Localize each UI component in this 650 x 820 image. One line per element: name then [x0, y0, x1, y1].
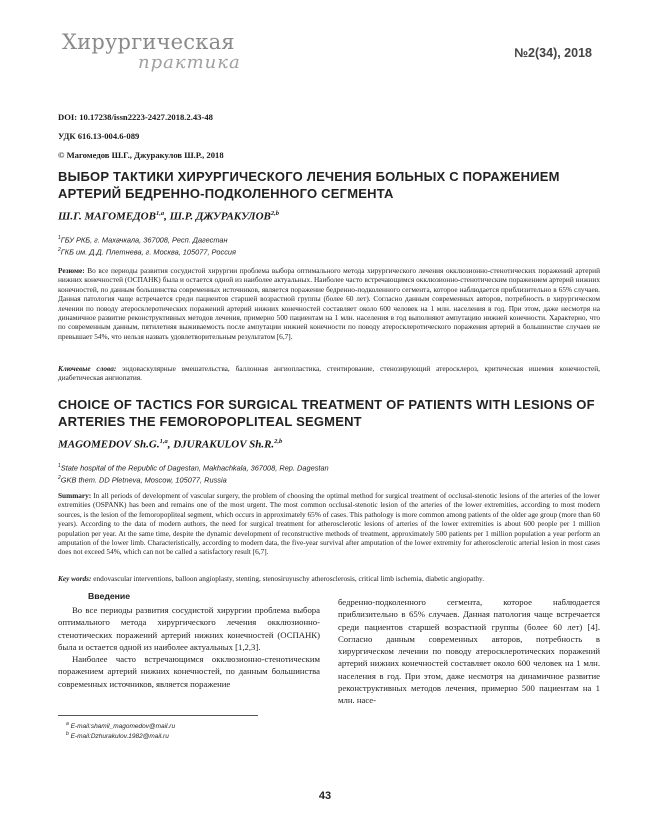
keywords-en	[58, 574, 600, 583]
author-separator: ,	[164, 210, 170, 223]
abstract-ru	[58, 266, 600, 341]
body-paragraph: бедренно-подколенного сегмента, которое наблюдается приблизительно в 65% случаев. Данная патология чаще встречается среди пациентов старшей возрастной группы (более 60 лет) [4]. Согласно данным современных авторов, потребность в хирургическом лечении по поводу атеросклеротических поражений артерий нижних конечностей составляет около 600 человек на 1 млн. населения в год. При этом, даже несмотря на динамичное развитие реконструктивных методов лечения, примерно 500 пациентам на 1 млн. насе-	[338, 597, 600, 706]
journal-logo-title: Хирургическая	[62, 30, 235, 54]
body-paragraph: Во все периоды развития сосудистой хирургии проблема выбора оптимального метода хирургического лечения окклюзионно-стенотических поражений артерий нижних конечностей (ОСПАНК) была и остается одной из наиболее актуальных [1,2,3].	[58, 605, 320, 652]
author-1-sup: 1,a	[155, 210, 165, 217]
abstract-en	[58, 491, 600, 557]
journal-logo-subtitle: практика	[138, 52, 241, 73]
abstract-label: Резюме:	[58, 266, 85, 275]
affiliations-en	[58, 461, 598, 486]
affil-2: GKB them. DD Pletneva, Moscow, 105077, Russia	[60, 475, 227, 485]
author-separator: ,	[167, 438, 174, 451]
footnote-a-text[interactable]: E-mail:shamil_magomedov@mail.ru	[70, 723, 176, 731]
body-column-left	[58, 604, 320, 690]
footnote-b-text[interactable]: E-mail:Dzhurakulov.1982@mail.ru	[70, 733, 169, 741]
copyright: © Магомедов Ш.Г., Джуракулов Ш.Р., 2018	[58, 150, 224, 160]
abstract-text: Во все периоды развития сосудистой хирургии проблема выбора оптимального метода хирургического лечения окклюзионно-стенотических поражений артерий нижних конечностей (ОСПАНК) была и остается одной из наиболее актуальных. Наиболее часто встречающимся окклюзионно-стенотическим поражением артерий нижних конечностей, по данным большинства современных источников, является поражение бедренно-подколенного сегмента, которое наблюдается приблизительно в 65% случаев. Данная патология чаще встречается среди пациентов старшей возрастной группы (более 60 лет). Согласно данным современных авторов, потребность в хирургическом лечении по поводу атеросклеротических поражений артерий нижних конечностей составляет около 600 человек на 1 млн. населения в год. При этом, даже несмотря на динамичное развитие реконструктивных методов лечения, примерно 500 пациентам на 1 млн. населения в год выполняют ампутацию нижней конечности. Характерно, что по современным данным, пятилетняя выживаемость после ампутации нижней конечности по поводу атеросклеротического поражения артерий в большинстве случаев не превышает 54%, что нельзя назвать удовлетворительным результатом [6,7].	[58, 266, 600, 341]
author-1-sup: 1,a	[159, 438, 168, 445]
affil-2-sup: 2	[58, 247, 61, 254]
udk: УДК 616.13-004.6-089	[58, 131, 140, 141]
article-title-ru: ВЫБОР ТАКТИКИ ХИРУРГИЧЕСКОГО ЛЕЧЕНИЯ БОЛЬНЫХ С ПОРАЖЕНИЕМ АРТЕРИЙ БЕДРЕННО-ПОДКОЛЕННОГО СЕГМЕНТА	[58, 169, 560, 201]
keywords-text: эндоваскулярные вмешательства, баллонная ангиопластика, стентирование, стенозирующий атеросклероз, критическая ишемия конечностей, диабетическая ангиопатия.	[58, 364, 600, 383]
affil-1-sup: 1	[58, 463, 61, 469]
abstract-label: Summary:	[58, 491, 92, 500]
page-number: 43	[318, 790, 332, 802]
affiliations-ru	[58, 233, 598, 258]
author-2: DJURAKULOV Sh.R.	[173, 438, 275, 451]
keywords-label: Key words:	[58, 574, 92, 583]
footnote-b-sup: b	[66, 731, 69, 737]
author-2: Ш.Р. ДЖУРАКУЛОВ	[169, 210, 271, 223]
affil-2-sup: 2	[58, 475, 61, 482]
footnote-a-sup: a	[66, 721, 69, 727]
author-1: Ш.Г. МАГОМЕДОВ	[58, 210, 156, 223]
body-paragraph: Наиболее часто встречающимся окклюзионно-стенотическим поражением артерий нижних конечностей, по данным большинства современных источников, является поражение	[58, 654, 320, 689]
keywords-text: endovascular interventions, balloon angioplasty, stenting, stenosiruyuschy atherosclerosis, critical limb ischemia, diabetic angiopathy.	[91, 574, 485, 583]
article-title-en: CHOICE OF TACTICS FOR SURGICAL TREATMENT OF PATIENTS WITH LESIONS OF ARTERIES THE FEMOROPOPLITEAL SEGMENT	[58, 397, 595, 429]
author-2-sup: 2,b	[274, 438, 283, 445]
body-column-right	[338, 596, 600, 707]
authors-en	[58, 438, 282, 451]
affil-1-sup: 1	[58, 235, 61, 241]
author-2-sup: 2,b	[270, 210, 280, 217]
affil-2: ГКБ им. Д.Д. Плетнева, г. Москва, 105077, Россия	[60, 247, 236, 257]
abstract-text: In all periods of development of vascular surgery, the problem of choosing the optimal method for surgical treatment of occlusal-stenotic lesions of the arteries of the lower extremities (OSPANK) has been and remains one of the most urgent. The most common occlusal-stenotic lesion of the arteries of the lower extremities, according to most modern sources, is the lesion of the femoropopliteal segment, which occurs in approximately 65% of cases. This pathology is more common among patients of the older age group (more than 60 years). According to the data of modern authors, the need for surgical treatment for atherosclerotic lesions of arteries of the lower extremities is about 600 people per 1 million population per year. At the same time, despite the dynamic development of reconstructive methods of treatment, approximately 500 patients per 1 million population a year perform an amputation of the lower limb. Characteristically, according to modern data, the five-year survival after amputation of the lower extremity for atherosclerotic arterial lesion in most cases does not exceed 54%, which can not be called a satisfactory result [6,7].	[58, 491, 600, 557]
issue-number: №2(34), 2018	[514, 46, 592, 60]
authors-ru	[58, 210, 279, 223]
doi: DOI: 10.17238/issn2223-2427.2018.2.43-48	[58, 112, 213, 122]
footnote-email-b	[66, 731, 169, 740]
affil-1: ГБУ РКБ, г. Махачкала, 367008, Респ. Дагестан	[60, 235, 228, 245]
keywords-ru	[58, 364, 600, 383]
keywords-label: Ключевые слова:	[58, 364, 117, 373]
section-heading-introduction: Введение	[88, 591, 131, 601]
affil-1: State hospital of the Republic of Dagestan, Makhachkala, 367008, Rep. Dagestan	[60, 463, 329, 473]
footnote-email-a	[66, 721, 175, 730]
footnote-divider	[58, 715, 258, 716]
author-1: MAGOMEDOV Sh.G.	[58, 438, 160, 451]
